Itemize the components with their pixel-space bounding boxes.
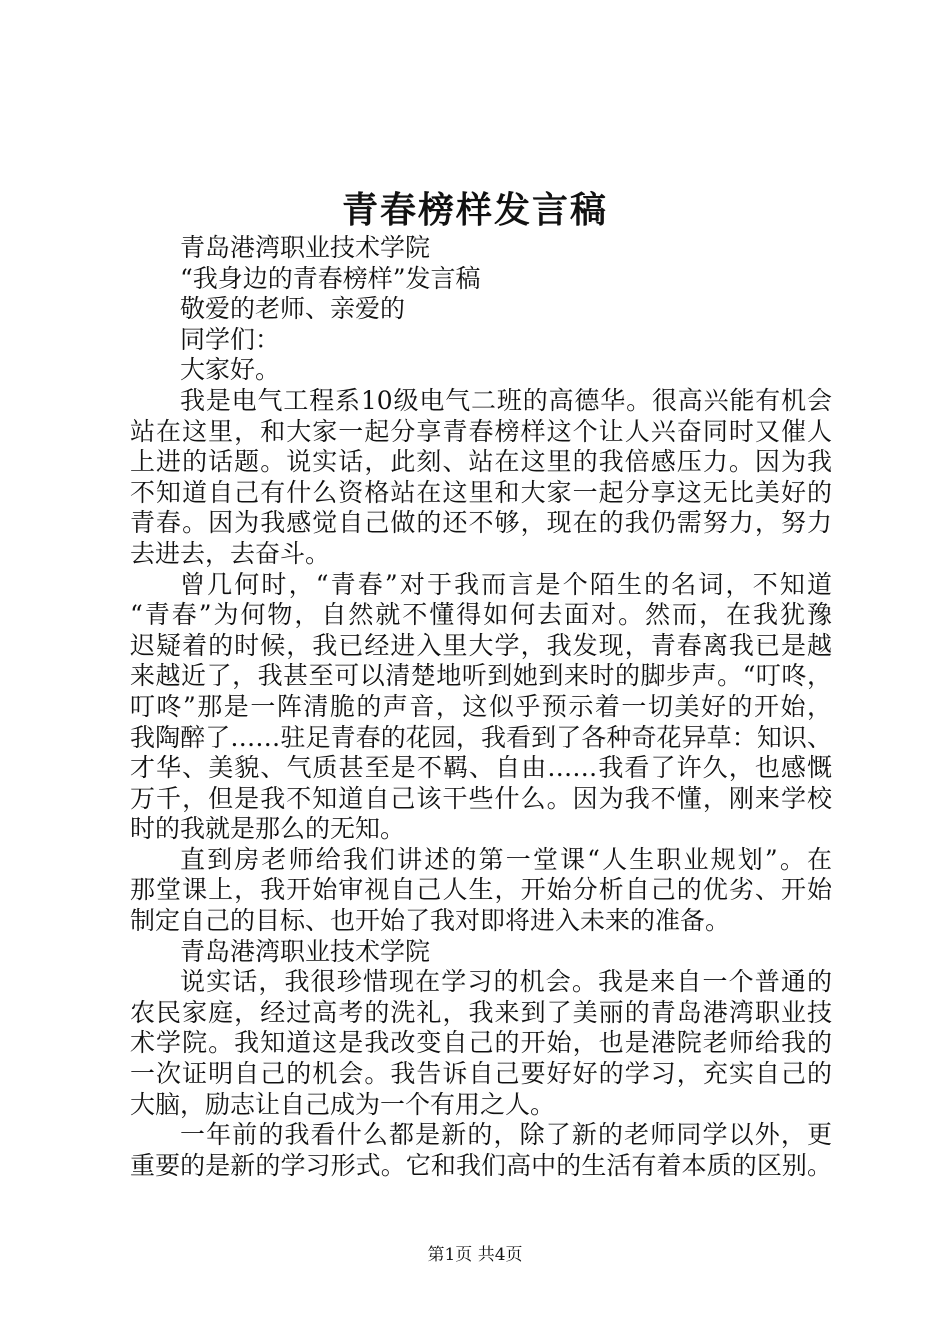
text-line: “我身边的青春榜样”发言稿 bbox=[180, 263, 481, 293]
text-line: 敬爱的老师、亲爱的 bbox=[180, 294, 406, 324]
text-line: 同学们： bbox=[180, 324, 281, 354]
text-line: 青春。因为我感觉自己做的还不够，现在的我仍需努力，努力 bbox=[130, 508, 832, 538]
text-line: 制定自己的目标、也开始了我对即将进入未来的准备。 bbox=[130, 906, 731, 936]
text-line: 时的我就是那么的无知。 bbox=[130, 814, 406, 844]
text-line: 来越近了，我甚至可以清楚地听到她到来时的脚步声。“叮咚， bbox=[130, 661, 832, 691]
text-line: 说实话，我很珍惜现在学习的机会。我是来自一个普通的 bbox=[180, 967, 832, 997]
text-line: 曾几何时，“青春”对于我而言是个陌生的名词，不知道 bbox=[180, 569, 832, 599]
text-line: 大家好。 bbox=[180, 355, 281, 385]
text-line: 不知道自己有什么资格站在这里和大家一起分享这无比美好的 bbox=[130, 477, 832, 507]
text-line: 大脑，励志让自己成为一个有用之人。 bbox=[130, 1089, 556, 1119]
text-line: “青春”为何物，自然就不懂得如何去面对。然而，在我犹豫 bbox=[130, 600, 832, 630]
text-line: 青岛港湾职业技术学院 bbox=[180, 233, 431, 262]
text-line: 术学院。我知道这是我改变自己的开始，也是港院老师给我的 bbox=[130, 1028, 832, 1058]
text-line: 去进去，去奋斗。 bbox=[130, 538, 331, 568]
text-line: 青岛港湾职业技术学院 bbox=[180, 936, 431, 966]
text-line: 重要的是新的学习形式。它和我们高中的生活有着本质的区别。 bbox=[130, 1150, 832, 1180]
text-line: 一次证明自己的机会。我告诉自己要好好的学习，充实自己的 bbox=[130, 1059, 832, 1089]
text-line: 上进的话题。说实话，此刻、站在这里的我倍感压力。因为我 bbox=[130, 447, 832, 477]
text-line: 叮咚”那是一阵清脆的声音，这似乎预示着一切美好的开始， bbox=[130, 691, 832, 721]
document-title: 青春榜样发言稿 bbox=[341, 189, 608, 231]
text-line: 直到房老师给我们讲述的第一堂课“人生职业规划”。在 bbox=[180, 844, 832, 874]
text-line: 一年前的我看什么都是新的，除了新的老师同学以外，更 bbox=[180, 1120, 832, 1150]
document-body bbox=[130, 233, 832, 1181]
text-line: 我是电气工程系10级电气二班的高德华。很高兴能有机会 bbox=[180, 385, 832, 415]
text-line: 万千，但是我不知道自己该干些什么。因为我不懂，刚来学校 bbox=[130, 783, 832, 813]
text-line: 我陶醉了……驻足青春的花园，我看到了各种奇花异草：知识、 bbox=[130, 722, 832, 752]
text-line: 迟疑着的时候，我已经进入里大学，我发现，青春离我已是越 bbox=[130, 630, 832, 660]
text-line: 站在这里，和大家一起分享青春榜样这个让人兴奋同时又催人 bbox=[130, 416, 832, 446]
text-line: 才华、美貌、气质甚至是不羁、自由……我看了许久，也感慨 bbox=[130, 753, 832, 783]
text-line: 那堂课上，我开始审视自己人生，开始分析自己的优劣、开始 bbox=[130, 875, 832, 905]
text-line: 农民家庭，经过高考的洗礼，我来到了美丽的青岛港湾职业技 bbox=[130, 997, 832, 1027]
page-number-footer: 第1页 共4页 bbox=[427, 1245, 523, 1265]
